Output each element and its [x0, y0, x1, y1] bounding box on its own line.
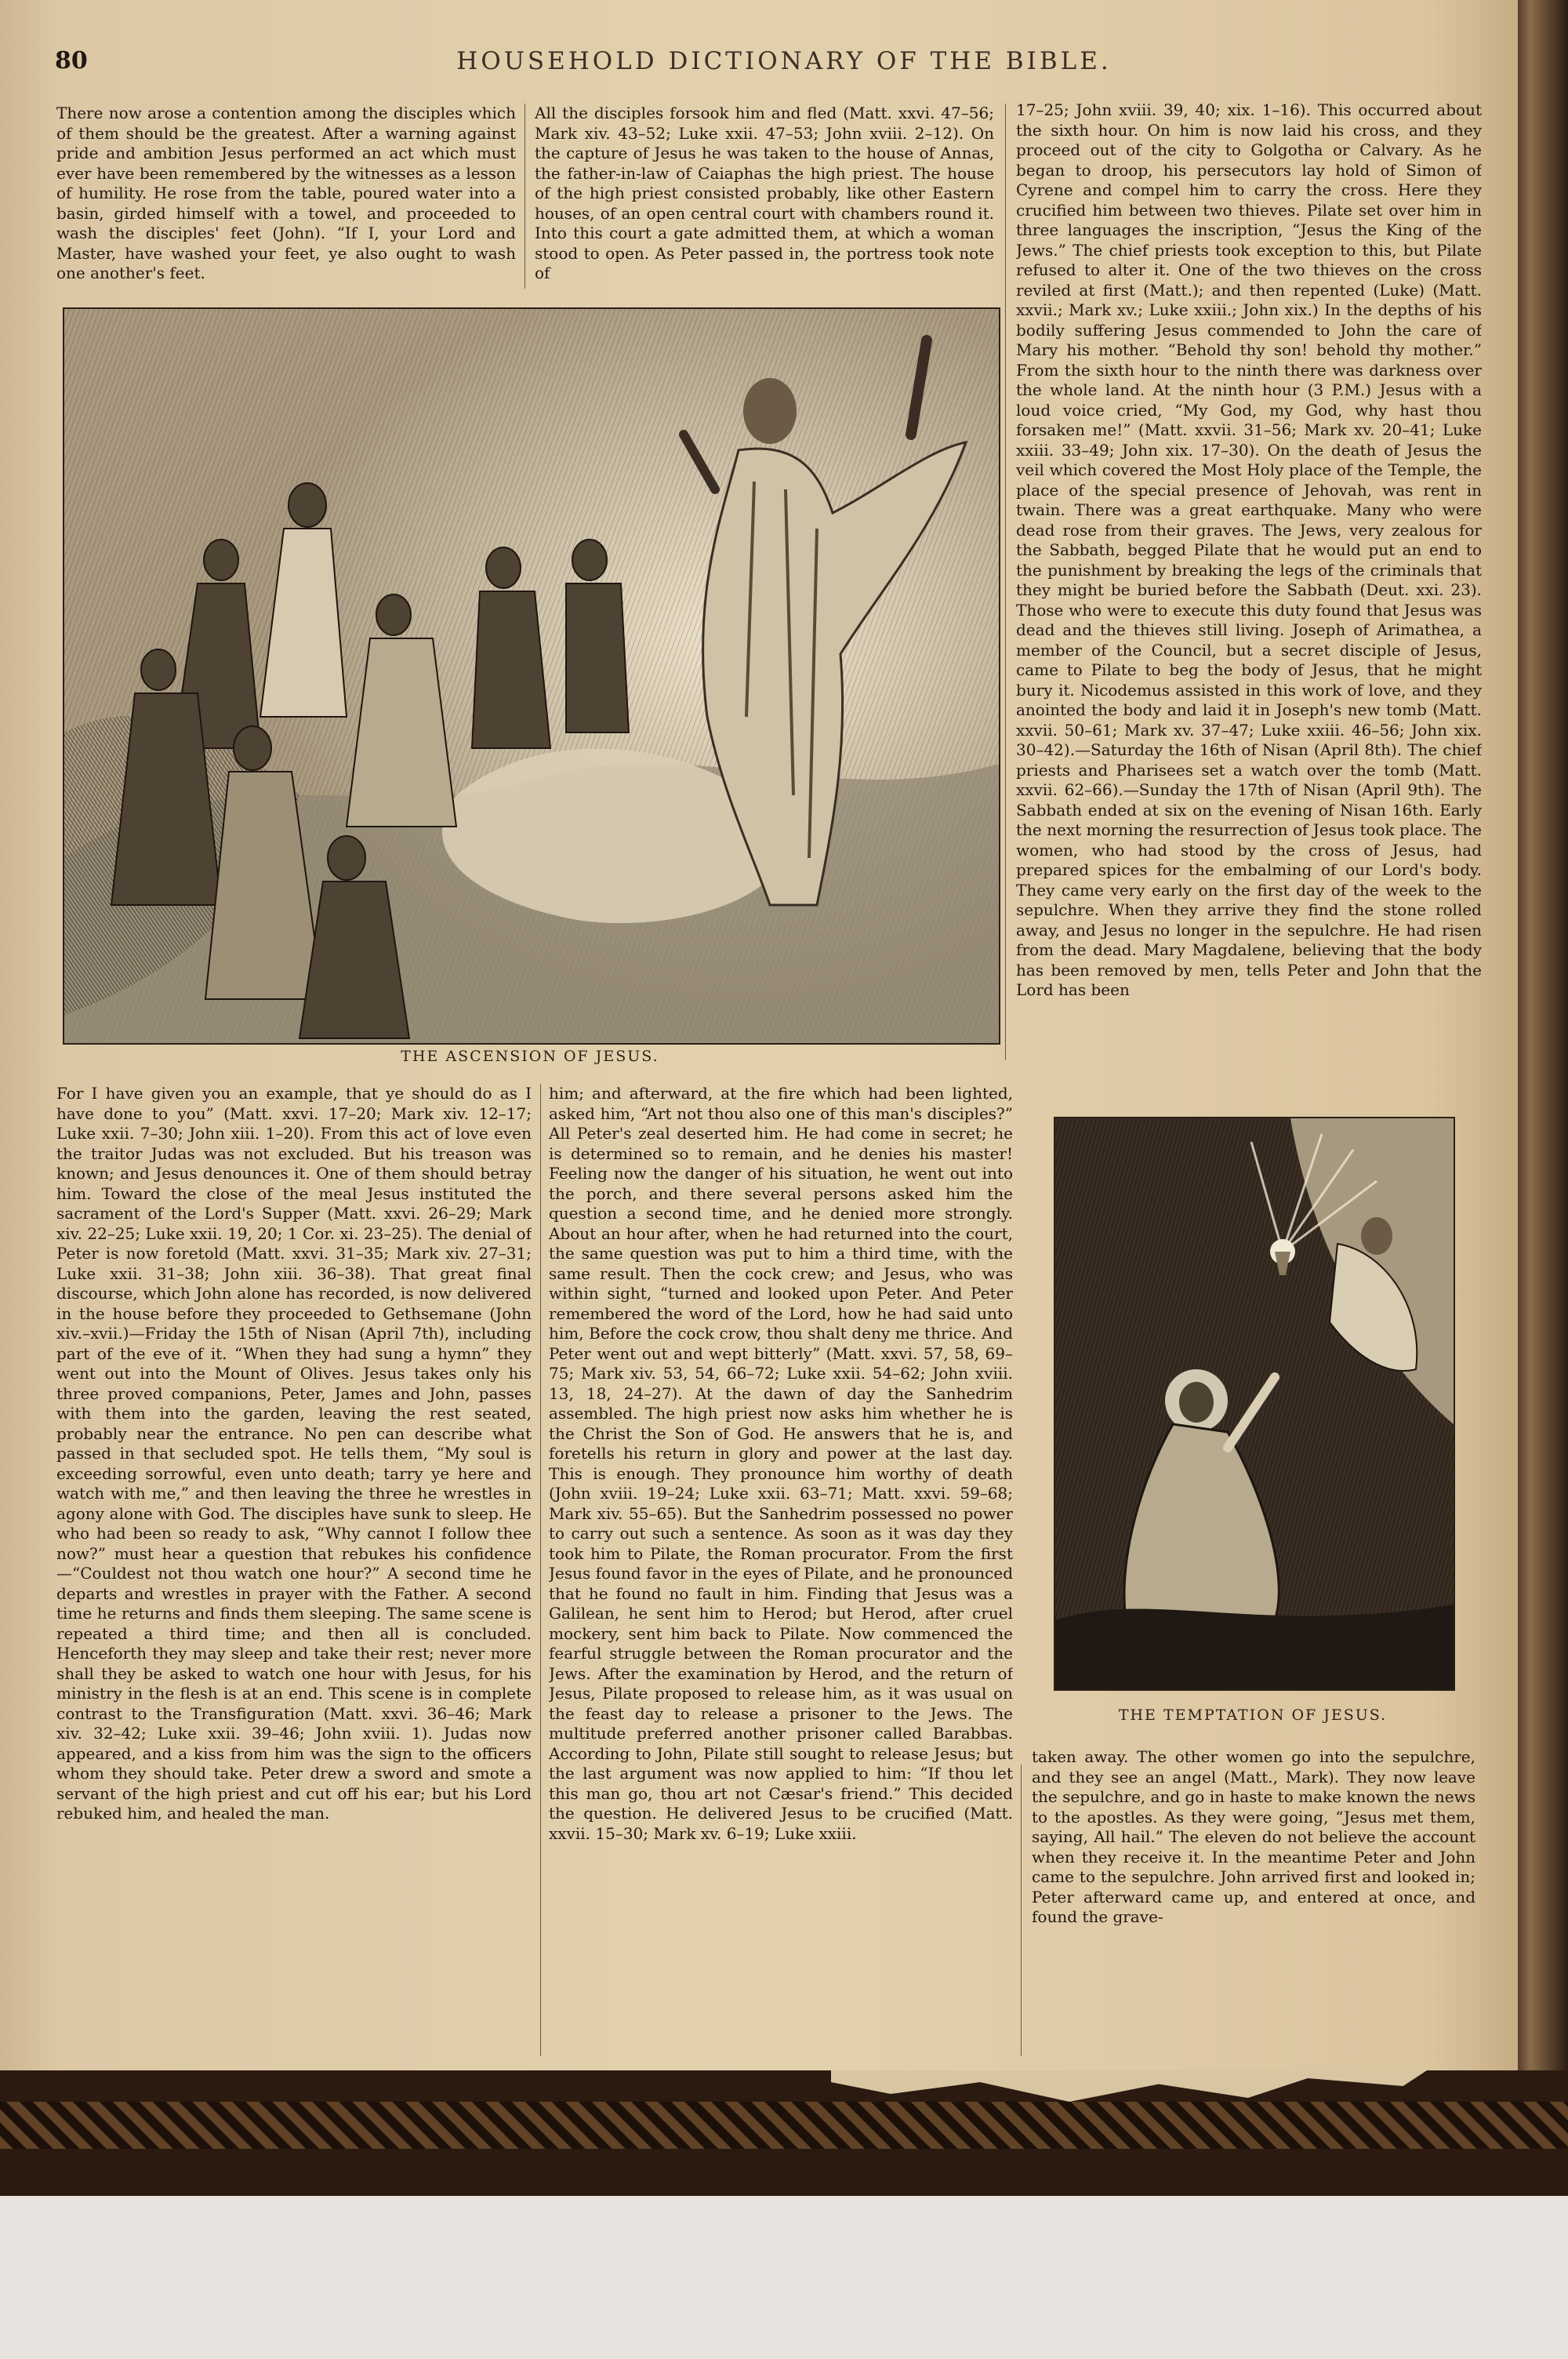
binding-ornament	[0, 2102, 1568, 2149]
ascension-caption: THE ASCENSION OF JESUS.	[401, 1048, 659, 1065]
column-3-top-text: 17–25; John xviii. 39, 40; xix. 1–16). This occurred about the sixth hour. On him is now laid his cross, and they proceed out of the city to Golgotha or Calvary. As he began to droop, his persecutors lay hold of Simon of Cyrene and compel him to carry the cross. Here they crucified him between two thieves. Pilate set over him in three languages the inscription, “Jesus the King of the Jews.” The chief priests took exception to this, but Pilate refused to alter it. One of the two thieves on the cross reviled at first (Matt.); and then repented (Luke) (Matt. xxvii.; Mark xv.; Luke xxiii.; John xix.) In the depths of his bodily suffering Jesus commended to John the care of Mary his mother. “Behold thy son! behold thy mother.” From the sixth hour to the ninth there was darkness over the whole land. At the ninth hour (3 P.M.) Jesus with a loud voice cried, “My God, my God, why hast thou forsaken me!” (Matt. xxvii. 31–56; Mark xv. 20–41; Luke xxiii. 33–49; John xix. 17–30). On the death of Jesus the veil which covered the Most Holy place of the Temple, the place of the special presence of Jehovah, was rent in twain. There was a great earthquake. Many who were dead rose from their graves. The Jews, very zealous for the Sabbath, begged Pilate that he would put an end to the punishment by breaking the legs of the criminals that they might be buried before the Sabbath (Deut. xxi. 23). Those who were to execute this duty found that Jesus was dead and the thieves still living. Joseph of Arimathea, a member of the Council, but a secret disciple of Jesus, came to Pilate to beg the body of Jesus, that he might bury it. Nicodemus assisted in this work of love, and they anointed the body and laid it in Joseph's new tomb (Matt. xxvii. 50–61; Mark xv. 37–47; Luke xxiii. 46–56; John xix. 30–42).—Saturday the 16th of Nisan (April 8th). The chief priests and Pharisees set a watch over the tomb (Matt. xxvii. 62–66).—Sunday the 17th of Nisan (April 9th). The Sabbath ended at six on the evening of Nisan 16th. Early the next morning the resurrection of Jesus took place. The women, who had stood by the cross of Jesus, had prepared spices for the embalming of our Lord's body. They came very early on the first day of the week to the sepulchre. When they arrive they find the stone rolled away, and Jesus no longer in the sepulchre. He had risen from the dead. Mary Magdalene, believing that the body has been removed by men, tells Peter and John that the Lord has been	[1016, 100, 1482, 999]
column-2-bottom	[549, 1084, 1013, 2064]
page-header	[55, 47, 1466, 82]
book-binding	[0, 2070, 1568, 2196]
column-rule	[524, 104, 525, 289]
page-number: 80	[55, 47, 88, 75]
column-rule	[1005, 104, 1006, 1060]
column-1-bottom	[56, 1084, 532, 2064]
column-rule	[540, 1084, 541, 2056]
temptation-illustration	[1054, 1117, 1455, 1691]
ascension-illustration	[63, 307, 1000, 1045]
column-1-top	[56, 104, 516, 292]
column-3-top	[1016, 100, 1482, 1093]
column-1-bottom-text: For I have given you an example, that ye should do as I have done to you” (Matt. xxvi. 17–20; Mark xiv. 12–17; Luke xxii. 7–30; John xiii. 1–20). From this act of love even the traitor Judas was not excluded. But his treason was known; and Jesus denounces it. One of them should betray him. Toward the close of the meal Jesus instituted the sacrament of the Lord's Supper (Matt. xxvi. 26–29; Mark xiv. 22–25; Luke xxii. 19, 20; 1 Cor. xi. 23–25). The denial of Peter is now foretold (Matt. xxvi. 31–35; Mark xiv. 27–31; Luke xxii. 31–38; John xiii. 36–38). That great final discourse, which John alone has recorded, is now delivered in the house before they proceeded to Gethsemane (John xiv.–xvii.)—Friday the 15th of Nisan (April 7th), including part of the eve of it. “When they had sung a hymn” they went out into the Mount of Olives. Jesus takes only his three proved companions, Peter, James and John, passes with them into the garden, leaving the rest seated, probably near the entrance. No pen can describe what passed in that secluded spot. He tells them, “My soul is exceeding sorrowful, even unto death; tarry ye here and watch with me,” and then leaving the three he wrestles in agony alone with God. The disciples have sunk to sleep. He who had been so ready to ask, “Why cannot I follow thee now?” must hear a question that rebukes his confidence—“Couldest not thou watch one hour?” A second time he departs and wrestles in prayer with the Father. A second time he returns and finds them sleeping. The same scene is repeated a third time; and then all is concluded. Henceforth they may sleep and take their rest; never more shall they be asked to watch one hour with Jesus, for his ministry in the flesh is at an end. This scene is in complete contrast to the Transfiguration (Matt. xxvi. 36–46; Mark xiv. 32–42; Luke xxii. 39–46; John xviii. 1). Judas now appeared, and a kiss from him was the sign to the officers whom they should take. Peter drew a sword and smote a servant of the high priest and cut off his ear; but his Lord rebuked him, and healed the man.	[56, 1084, 532, 1823]
temptation-caption: THE TEMPTATION OF JESUS.	[1118, 1707, 1388, 1724]
column-2-top	[535, 104, 994, 292]
column-2-top-text: All the disciples forsook him and fled (Matt. xxvi. 47–56; Mark xiv. 43–52; Luke xxii. 47–53; John xviii. 2–12). On the capture of Jesus he was taken to the house of Annas, the father-in-law of Caiaphas the high priest. The house of the high priest consisted probably, like other Eastern houses, of an open central court with chambers round it. Into this court a gate admitted them, at which a woman stood to open. As Peter passed in, the portress took note of	[535, 104, 994, 282]
column-rule	[1021, 1765, 1022, 2056]
column-1-top-text: There now arose a contention among the disciples which of them should be the greatest. After a warning against pride and ambition Jesus performed an act which must ever have been remembered by the witnesses as a lesson of humility. He rose from the table, poured water into a basin, girded himself with a towel, and proceeded to wash the disciples' feet (John). “If I, your Lord and Master, have washed your feet, ye also ought to wash one another's feet.	[56, 104, 516, 282]
column-3-bottom	[1032, 1747, 1475, 2064]
running-title: HOUSEHOLD DICTIONARY OF THE BIBLE.	[456, 47, 1112, 75]
column-3-bottom-text: taken away. The other women go into the sepulchre, and they see an angel (Matt., Mark). They now leave the sepulchre, and go in haste to make known the news to the apostles. As they were going, “Jesus met them, saying, All hail.” The eleven do not believe the account when they receive it. In the meantime Peter and John came to the sepulchre. John arrived first and looked in; Peter afterward came up, and entered at once, and found the grave-	[1032, 1747, 1475, 1926]
column-2-bottom-text: him; and afterward, at the fire which had been lighted, asked him, “Art not thou also one of this man's disciples?” All Peter's zeal deserted him. He had come in secret; he is determined so to remain, and he denies his master! Feeling now the danger of his situation, he went out into the porch, and there several persons asked him the question a second time, and he denied more strongly. About an hour after, when he had returned into the court, the same question was put to him a third time, with the same result. Then the cock crew; and Jesus, who was within sight, “turned and looked upon Peter. And Peter remembered the word of the Lord, how he had said unto him, Before the cock crow, thou shalt deny me thrice. And Peter went out and wept bitterly” (Matt. xxvi. 57, 58, 69–75; Mark xiv. 53, 54, 66–72; Luke xxii. 54–62; John xviii. 13, 18, 24–27). At the dawn of day the Sanhedrim assembled. The high priest now asks him whether he is the Christ the Son of God. He answers that he is, and foretells his return in glory and power at the last day. This is enough. They pronounce him worthy of death (John xviii. 19–24; Luke xxii. 63–71; Matt. xxvi. 59–68; Mark xiv. 55–65). But the Sanhedrim possessed no power to carry out such a sentence. As soon as it was day they took him to Pilate, the Roman procurator. From the first Jesus found favor in the eyes of Pilate, and he pronounced that he found no fault in him. Finding that Jesus was a Galilean, he sent him to Herod; but Herod, after cruel mockery, sent him back to Pilate. Now commenced the fearful struggle between the Roman procurator and the Jews. After the examination by Herod, and the return of Jesus, Pilate proposed to release him, as it was usual on the feast day to release a prisoner to the Jews. The multitude preferred another prisoner called Barabbas. According to John, Pilate still sought to release Jesus; but the last argument was now applied to him: “If thou let this man go, thou art not Cæsar's friend.” This decided the question. He delivered Jesus to be crucified (Matt. xxvii. 15–30; Mark xv. 6–19; Luke xxiii.	[549, 1084, 1013, 1843]
